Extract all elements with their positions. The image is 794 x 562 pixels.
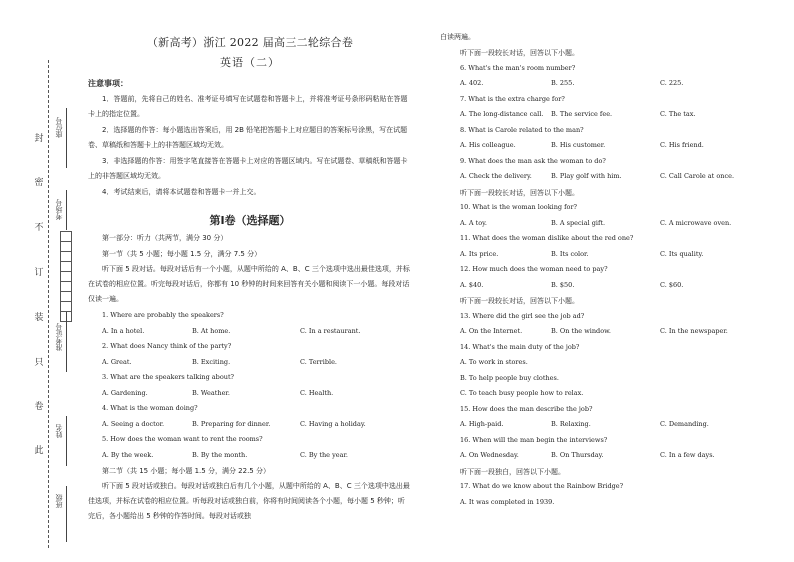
answer-option-c[interactable]: C. By the year. bbox=[300, 451, 348, 459]
answer-option-c[interactable]: C. A microwave oven. bbox=[660, 218, 732, 227]
answer-option-c[interactable]: C. Call Carole at once. bbox=[660, 172, 735, 180]
answer-option-a[interactable]: A. Gardening. bbox=[102, 389, 148, 397]
listening-instruction: 听下面一段较长对话，回答以下小题。 bbox=[460, 188, 579, 197]
field-label: 座位号 bbox=[55, 117, 63, 139]
question-stem: 17. What do we know about the Rainbow Bridge? bbox=[460, 482, 624, 490]
question-stem: C. To teach busy people how to relax. bbox=[460, 389, 584, 397]
answer-option-b[interactable]: B. 255. bbox=[551, 79, 575, 87]
answer-option-b[interactable]: B. A special gift. bbox=[551, 218, 606, 227]
question-stem: 2. What does Nancy think of the party? bbox=[102, 342, 232, 350]
field-label: 班级 bbox=[55, 494, 63, 508]
note-item: 1．答题前，先将自己的姓名、准考证号填写在试题卷和答题卡上，并将准考证号条形码粘贴在答题卡上的指定位置。 bbox=[88, 95, 408, 118]
notes-heading: 注意事项： bbox=[88, 79, 128, 88]
section-heading: 第二节（共 15 小题；每小题 1.5 分，满分 22.5 分） bbox=[102, 467, 270, 475]
answer-option-b[interactable]: B. Its color. bbox=[551, 249, 589, 258]
admission-number-field[interactable] bbox=[56, 312, 86, 372]
question-stem: 6. What's the man's room number? bbox=[460, 63, 576, 72]
answer-option-a[interactable]: A. A toy. bbox=[460, 218, 487, 227]
seat-number-field[interactable] bbox=[56, 108, 86, 168]
answer-option-c[interactable]: C. Having a holiday. bbox=[300, 420, 366, 428]
question-stem: 12. How much does the woman need to pay? bbox=[460, 265, 608, 273]
answer-option-b[interactable]: B. Exciting. bbox=[192, 358, 231, 366]
binding-strip bbox=[0, 0, 90, 562]
answer-option-b[interactable]: B. Relaxing. bbox=[551, 420, 591, 428]
answer-option-a[interactable]: A. Great. bbox=[102, 358, 132, 366]
answer-option-b[interactable]: B. Play golf with him. bbox=[551, 172, 622, 180]
field-label: 考场号 bbox=[55, 199, 63, 221]
answer-option-c[interactable]: C. His friend. bbox=[660, 141, 704, 149]
answer-option-a[interactable]: A. Its price. bbox=[460, 249, 499, 258]
answer-option-a[interactable]: A. Seeing a doctor. bbox=[102, 420, 165, 428]
answer-option-c[interactable]: C. 225. bbox=[660, 79, 684, 87]
answer-option-c[interactable]: C. Its quality. bbox=[660, 249, 704, 258]
class-field[interactable] bbox=[56, 486, 86, 542]
section-instructions: 听下面 5 段对话或独白。每段对话或独白后有几个小题，从题中所给的 A、B、C 三个选项中选出最佳选项，并标在试卷的相应位置。听每段对话或独白前，你将有时间阅读各个小题，每小题 5 秒钟；听完后，各小题给出 5 秒钟的作答时间。每段对话或独 bbox=[88, 482, 410, 520]
question-stem: 8. What is Carole related to the man? bbox=[460, 125, 584, 134]
section-heading: 第一节（共 5 小题；每小题 1.5 分，满分 7.5 分） bbox=[102, 250, 262, 258]
seal-char: 密 bbox=[34, 178, 44, 188]
answer-option-c[interactable]: C. In a restaurant. bbox=[300, 327, 361, 335]
binding-dash-line bbox=[48, 60, 49, 548]
answer-option-a[interactable]: A. $40. bbox=[460, 280, 484, 289]
seal-char: 只 bbox=[34, 358, 44, 368]
answer-option-b[interactable]: B. $50. bbox=[551, 280, 575, 289]
answer-option-a[interactable]: A. On Wednesday. bbox=[460, 451, 519, 459]
answer-option-b[interactable]: B. Weather. bbox=[192, 389, 230, 397]
answer-option-c[interactable]: C. $60. bbox=[660, 280, 684, 289]
answer-option-b[interactable]: B. On Thursday. bbox=[551, 451, 604, 459]
answer-option-a[interactable]: A. Check the delivery. bbox=[460, 172, 532, 180]
question-stem: 13. Where did the girl see the job ad? bbox=[460, 311, 585, 320]
question-stem: 9. What does the man ask the woman to do? bbox=[460, 156, 606, 165]
question-stem: 4. What is the woman doing? bbox=[102, 404, 198, 412]
question-stem: 10. What is the woman looking for? bbox=[460, 203, 578, 211]
answer-option-a[interactable]: A. By the week. bbox=[102, 451, 154, 459]
question-stem: A. To work in stores. bbox=[460, 358, 528, 366]
question-stem: 14. What's the main duty of the job? bbox=[460, 342, 580, 351]
section-instructions: 听下面 5 段对话。每段对话后有一个小题，从题中所给的 A、B、C 三个选项中选出最佳选项，并标在试卷的相应位置。听完每段对话后，你都有 10 秒钟的时间来回答有关小题和阅读下一小题。每段对话仅读一遍。 bbox=[88, 265, 410, 303]
continuation-text: 白读两遍。 bbox=[440, 33, 475, 41]
field-label: 准考证号 bbox=[55, 323, 63, 351]
question-stem: 11. What does the woman dislike about the red one? bbox=[460, 234, 634, 242]
question-stem: 16. When will the man begin the interviews? bbox=[460, 435, 608, 444]
answer-option-a[interactable]: A. High-paid. bbox=[460, 420, 504, 428]
answer-option-c[interactable]: C. Demanding. bbox=[660, 420, 709, 428]
question-stem: 5. How does the woman want to rent the rooms? bbox=[102, 435, 263, 443]
part-heading: 第Ⅰ卷（选择题） bbox=[209, 214, 291, 227]
seal-char: 订 bbox=[34, 268, 44, 278]
candidate-number-boxes[interactable] bbox=[60, 232, 72, 322]
answer-option-c[interactable]: C. Health. bbox=[300, 389, 334, 397]
question-stem: 7. What is the extra charge for? bbox=[460, 94, 565, 103]
answer-option-a[interactable]: A. In a hotel. bbox=[102, 327, 145, 335]
answer-option-a[interactable]: A. His colleague. bbox=[460, 141, 516, 149]
note-item: 4．考试结束后，请将本试题卷和答题卡一并上交。 bbox=[102, 188, 261, 196]
answer-option-c[interactable]: C. The tax. bbox=[660, 110, 696, 118]
note-item: 3．非选择题的作答：用签字笔直接答在答题卡上对应的答题区域内。写在试题卷、草稿纸和答题卡上的非答题区域均无效。 bbox=[88, 157, 408, 180]
note-item: 2．选择题的作答：每小题选出答案后，用 2B 铅笔把答题卡上对应题目的答案标号涂黑，写在试题卷、草稿纸和答题卡上的非答题区域均无效。 bbox=[88, 126, 408, 149]
answer-option-c[interactable]: C. In the newspaper. bbox=[660, 327, 728, 335]
question-stem: 15. How does the man describe the job? bbox=[460, 404, 593, 413]
answer-option-c[interactable]: C. Terrible. bbox=[300, 358, 337, 366]
exam-title: （新高考）浙江 2022 届高三二轮综合卷 bbox=[146, 36, 354, 49]
exam-subtitle: 英语（二） bbox=[220, 56, 280, 69]
listening-instruction: 听下面一段较长对话，回答以下小题。 bbox=[460, 49, 579, 57]
seal-char: 装 bbox=[34, 313, 44, 323]
seal-char: 不 bbox=[34, 223, 44, 233]
seal-char: 封 bbox=[34, 134, 44, 144]
question-stem: A. It was completed in 1939. bbox=[460, 497, 555, 506]
listening-instruction: 听下面一段独白，回答以下小题。 bbox=[460, 467, 565, 476]
answer-option-b[interactable]: B. Preparing for dinner. bbox=[192, 420, 271, 428]
question-stem: B. To help people buy clothes. bbox=[460, 373, 559, 382]
answer-option-b[interactable]: B. The service fee. bbox=[551, 110, 613, 118]
answer-option-b[interactable]: B. By the month. bbox=[192, 451, 248, 459]
section-heading: 第一部分：听力（共两节，满分 30 分） bbox=[102, 234, 228, 242]
seal-char: 此 bbox=[34, 446, 44, 456]
answer-option-a[interactable]: A. The long-distance call. bbox=[460, 110, 544, 118]
field-label: 姓名 bbox=[55, 424, 63, 438]
answer-option-c[interactable]: C. In a few days. bbox=[660, 451, 715, 459]
name-field[interactable] bbox=[56, 416, 86, 466]
answer-option-b[interactable]: B. On the window. bbox=[551, 327, 611, 335]
answer-option-a[interactable]: A. 402. bbox=[460, 79, 484, 87]
listening-instruction: 听下面一段较长对话，回答以下小题。 bbox=[460, 297, 579, 305]
question-stem: 1. Where are probably the speakers? bbox=[102, 311, 224, 319]
answer-option-a[interactable]: A. On the Internet. bbox=[460, 327, 523, 335]
answer-option-b[interactable]: B. His customer. bbox=[551, 141, 606, 149]
seal-char: 卷 bbox=[34, 402, 44, 412]
question-stem: 3. What are the speakers talking about? bbox=[102, 373, 235, 381]
answer-option-b[interactable]: B. At home. bbox=[192, 327, 231, 335]
